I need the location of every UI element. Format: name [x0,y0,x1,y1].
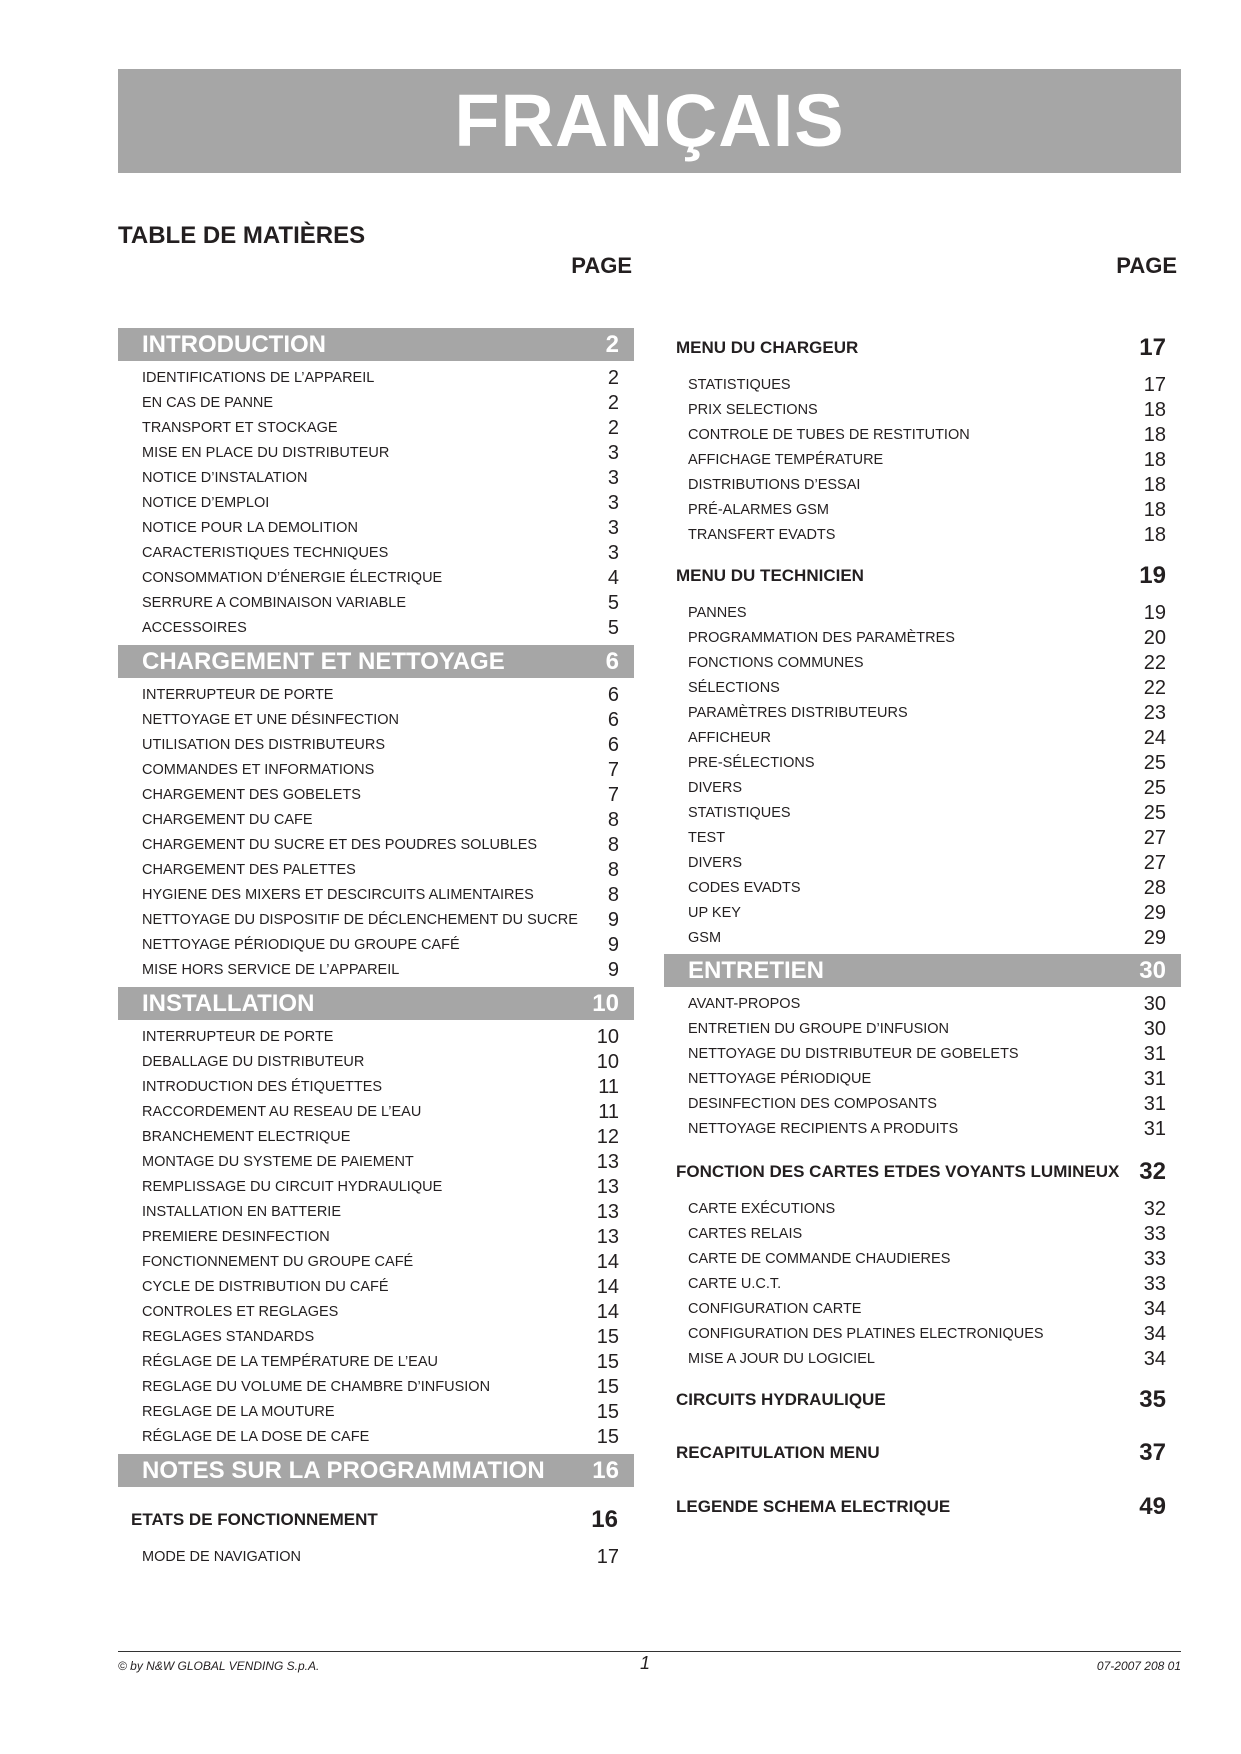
toc-subheading-title: MENU DU CHARGEUR [676,338,859,357]
toc-entry-page: 9 [607,909,619,931]
toc-entry [118,708,634,733]
group-recapitulation-menu [664,1438,1181,1468]
toc-entry-title: REGLAGES STANDARDS [142,1329,315,1345]
toc-subheading-title: FONCTION DES CARTES ETDES VOYANTS LUMINEUX [676,1162,1120,1181]
toc-entries [664,1197,1181,1372]
toc-entry-title: FONCTIONS COMMUNES [688,655,864,671]
section-bar [118,328,634,361]
toc-entry-title: PREMIERE DESINFECTION [142,1229,330,1245]
toc-entry [118,908,634,933]
toc-entry [118,566,634,591]
footer-page-number: 1 [640,1653,651,1673]
toc-entry-page: 15 [596,1326,619,1348]
toc-entry-title: CONFIGURATION CARTE [688,1301,862,1317]
toc-entry-title: REMPLISSAGE DU CIRCUIT HYDRAULIQUE [142,1179,443,1195]
toc-entry-page: 31 [1143,1118,1166,1140]
toc-entry-page: 34 [1143,1323,1166,1345]
toc-entry-page: 18 [1143,424,1166,446]
toc-entry-title: DIVERS [688,855,742,871]
toc-entry-page: 17 [596,1546,619,1568]
toc-entry [118,758,634,783]
toc-entry-page: 34 [1143,1348,1166,1370]
toc-entry [118,808,634,833]
toc-entry-page: 31 [1143,1068,1166,1090]
toc-entry-page: 7 [607,784,619,806]
toc-entry [664,851,1181,876]
toc-entry-title: CARTE DE COMMANDE CHAUDIERES [688,1251,951,1267]
toc-entry [118,1325,634,1350]
toc-entry-title: PRIX SELECTIONS [688,402,818,418]
section-bar [118,645,634,678]
toc-entry-title: MISE HORS SERVICE DE L’APPAREIL [142,962,400,978]
toc-entry [664,801,1181,826]
toc-entry [664,901,1181,926]
toc-entry [664,601,1181,626]
toc-entry-page: 11 [598,1076,619,1098]
toc-entry-page: 29 [1143,902,1166,924]
toc-entry [664,726,1181,751]
section-title: CHARGEMENT ET NETTOYAGE [142,648,505,675]
toc-entry [118,391,634,416]
toc-entry-title: CONFIGURATION DES PLATINES ELECTRONIQUES [688,1326,1044,1342]
toc-subheading-page: 35 [1139,1386,1166,1413]
footer-doc-code: 07-2007 208 01 [1096,1659,1181,1673]
toc-entry-page: 24 [1143,727,1166,749]
toc-entry-page: 18 [1143,474,1166,496]
toc-subheading-page: 37 [1139,1439,1166,1466]
toc-entry-title: TEST [688,830,726,846]
toc-entry-page: 8 [607,884,619,906]
toc-entry-page: 6 [607,684,619,706]
toc-entry-page: 3 [607,492,619,514]
toc-entry [664,992,1181,1017]
toc-entry-title: FONCTIONNEMENT DU GROUPE CAFÉ [142,1254,414,1270]
toc-entry-page: 15 [596,1426,619,1448]
toc-entry-title: HYGIENE DES MIXERS ET DESCIRCUITS ALIMENTAIRES [142,887,534,903]
toc-entry-page: 3 [607,467,619,489]
toc-entry [664,926,1181,951]
toc-entry [664,651,1181,676]
toc-subheading [664,1438,1181,1468]
toc-entry [118,958,634,983]
toc-subheading [664,1385,1181,1415]
toc-entry [664,676,1181,701]
toc-entry-page: 31 [1143,1093,1166,1115]
toc-entry [118,516,634,541]
toc-entry-page: 9 [607,959,619,981]
toc-entry-title: NETTOYAGE PÉRIODIQUE DU GROUPE CAFÉ [142,937,460,953]
toc-entry [664,448,1181,473]
toc-entry [118,1300,634,1325]
toc-entry-title: RÉGLAGE DE LA TEMPÉRATURE DE L’EAU [142,1354,438,1370]
group-menu-technicien [664,561,1181,951]
toc-entry [118,783,634,808]
toc-entry [118,491,634,516]
toc-entry-title: MODE DE NAVIGATION [142,1549,301,1565]
toc-entries [118,1025,634,1450]
group-fonction-cartes [664,1157,1181,1372]
toc-entry-title: INTERRUPTEUR DE PORTE [142,1029,334,1045]
section-entretien [664,954,1181,1142]
toc-entry-title: UTILISATION DES DISTRIBUTEURS [142,737,386,753]
toc-entry [118,1350,634,1375]
toc-entry-title: PARAMÈTRES DISTRIBUTEURS [688,705,908,721]
toc-entry [664,523,1181,548]
toc-entry [118,1425,634,1450]
toc-subheading-page: 32 [1139,1158,1166,1185]
toc-entry [664,1297,1181,1322]
toc-entry-title: STATISTIQUES [688,805,791,821]
toc-entry-page: 33 [1143,1248,1166,1270]
toc-entry-page: 14 [596,1301,619,1323]
toc-entry-page: 5 [607,592,619,614]
toc-entry-title: UP KEY [688,905,741,921]
toc-entry-title: NETTOYAGE PÉRIODIQUE [688,1071,872,1087]
toc-entry-page: 20 [1143,627,1166,649]
toc-entry-page: 3 [607,517,619,539]
toc-entry-title: SÉLECTIONS [688,680,780,696]
toc-entry-title: PRE-SÉLECTIONS [688,755,815,771]
toc-entry-title: PANNES [688,605,747,621]
toc-entry [118,883,634,908]
group-legende-schema [664,1492,1181,1522]
toc-entry [664,1067,1181,1092]
toc-entry [664,701,1181,726]
toc-entry-title: STATISTIQUES [688,377,791,393]
toc-entry [118,858,634,883]
toc-entry-title: CARTES RELAIS [688,1226,803,1242]
toc-entry-page: 17 [1143,374,1166,396]
toc-entry-title: DEBALLAGE DU DISTRIBUTEUR [142,1054,365,1070]
toc-entry-page: 15 [596,1351,619,1373]
toc-entry [664,1092,1181,1117]
toc-entry [118,416,634,441]
toc-entry-title: CODES EVADTS [688,880,801,896]
toc-subheading [664,333,1181,363]
toc-entry [664,1222,1181,1247]
toc-entry [118,1175,634,1200]
toc-entry [118,1100,634,1125]
toc-entry-page: 33 [1143,1223,1166,1245]
toc-entry [118,616,634,641]
section-title: INSTALLATION [142,990,315,1017]
section-title: NOTES SUR LA PROGRAMMATION [142,1457,545,1484]
section-introduction [118,328,634,641]
toc-entry-title: INTERRUPTEUR DE PORTE [142,687,334,703]
toc-subheading-page: 19 [1139,562,1166,589]
toc-subheading-page: 17 [1139,334,1166,361]
toc-entry [118,466,634,491]
section-chargement [118,645,634,983]
section-page: 30 [1139,957,1166,984]
toc-entry-title: INTRODUCTION DES ÉTIQUETTES [142,1079,383,1095]
toc-subheading [118,1505,634,1535]
toc-entry [118,833,634,858]
toc-entry-title: MISE EN PLACE DU DISTRIBUTEUR [142,445,390,461]
page-column-label-right: PAGE [1116,253,1177,278]
toc-entry [118,1125,634,1150]
toc-entry-title: COMMANDES ET INFORMATIONS [142,762,375,778]
toc-entry-title: INSTALLATION EN BATTERIE [142,1204,342,1220]
toc-entry [118,1400,634,1425]
toc-entry-title: RÉGLAGE DE LA DOSE DE CAFE [142,1429,370,1445]
toc-entry-page: 4 [607,567,619,589]
language-banner [118,69,1181,173]
toc-entry-title: REGLAGE DU VOLUME DE CHAMBRE D’INFUSION [142,1379,491,1395]
toc-subheading-title: RECAPITULATION MENU [676,1443,880,1462]
toc-entry [664,876,1181,901]
toc-entries [118,683,634,983]
toc-entry-page: 9 [607,934,619,956]
toc-entry-page: 13 [596,1176,619,1198]
toc-entry-title: PROGRAMMATION DES PARAMÈTRES [688,630,955,646]
toc-entry-title: CARTE U.C.T. [688,1276,782,1292]
section-bar [118,1454,634,1487]
toc-entry [664,498,1181,523]
toc-entry-title: CHARGEMENT DU CAFE [142,812,313,828]
toc-entry-title: CHARGEMENT DES PALETTES [142,862,356,878]
toc-entry [118,441,634,466]
section-title: INTRODUCTION [142,331,326,358]
toc-entry [118,1375,634,1400]
toc-entry-page: 15 [596,1376,619,1398]
toc-entry-page: 7 [607,759,619,781]
toc-entry-page: 10 [596,1051,619,1073]
toc-entry [664,1272,1181,1297]
toc-entry-page: 3 [607,542,619,564]
toc-entry-title: RACCORDEMENT AU RESEAU DE L’EAU [142,1104,422,1120]
toc-entry [664,423,1181,448]
toc-entry [118,1050,634,1075]
toc-entry-page: 28 [1143,877,1166,899]
toc-entry-page: 18 [1143,499,1166,521]
toc-entry-page: 6 [607,709,619,731]
toc-entry-title: GSM [688,930,722,946]
toc-entry-title: NETTOYAGE DU DISPOSITIF DE DÉCLENCHEMENT DU SUCRE [142,912,578,928]
section-notes [118,1454,634,1570]
toc-entry [664,626,1181,651]
toc-subheading-title: CIRCUITS HYDRAULIQUE [676,1390,886,1409]
toc-entry [118,1200,634,1225]
toc-entry [118,933,634,958]
toc-entry-title: CHARGEMENT DES GOBELETS [142,787,361,803]
toc-entries [664,373,1181,548]
toc-entry-page: 2 [607,367,619,389]
toc-subheading [664,1157,1181,1187]
toc-entry-page: 18 [1143,399,1166,421]
toc-entry-page: 27 [1143,852,1166,874]
toc-entry-page: 2 [607,392,619,414]
toc-entry-title: NETTOYAGE RECIPIENTS A PRODUITS [688,1121,959,1137]
toc-entry [118,1225,634,1250]
toc-entry [664,1322,1181,1347]
toc-entry-title: AVANT-PROPOS [688,996,801,1012]
toc-heading: TABLE DE MATIÈRES [118,222,366,249]
toc-entry-page: 10 [596,1026,619,1048]
toc-entry-page: 8 [607,834,619,856]
toc-entry [118,1275,634,1300]
toc-entry-page: 14 [596,1276,619,1298]
section-bar [664,954,1181,987]
toc-entries [664,601,1181,951]
toc-entry-page: 6 [607,734,619,756]
toc-entry-page: 18 [1143,449,1166,471]
toc-entry [118,733,634,758]
toc-entry [664,1017,1181,1042]
section-page: 2 [605,331,619,358]
toc-entry-page: 8 [607,859,619,881]
toc-entry [664,751,1181,776]
section-page: 16 [592,1457,619,1484]
toc-entry [664,473,1181,498]
toc-entry-page: 3 [607,442,619,464]
toc-subheading-title: ETATS DE FONCTIONNEMENT [131,1510,378,1529]
toc-entry-page: 25 [1143,802,1166,824]
toc-entry [118,1150,634,1175]
toc-entry-title: NOTICE D’INSTALATION [142,470,308,486]
toc-entry [118,366,634,391]
section-title: ENTRETIEN [688,957,825,984]
toc-subheading [664,561,1181,591]
toc-entry-page: 27 [1143,827,1166,849]
toc-entry-page: 11 [598,1101,619,1123]
page-column-label-left: PAGE [571,253,632,278]
toc-entry-title: ENTRETIEN DU GROUPE D’INFUSION [688,1021,950,1037]
toc-entry-page: 13 [596,1226,619,1248]
toc-subheading-page: 49 [1139,1493,1166,1520]
toc-entry [118,1545,634,1570]
banner-title: FRANÇAIS [454,79,845,162]
toc-entry-page: 12 [596,1126,619,1148]
section-page: 10 [592,990,619,1017]
toc-entry-title: NOTICE D’EMPLOI [142,495,270,511]
toc-entry-title: EN CAS DE PANNE [142,395,274,411]
toc-entry-title: MONTAGE DU SYSTEME DE PAIEMENT [142,1154,414,1170]
toc-entry-page: 22 [1143,677,1166,699]
group-menu-chargeur [664,333,1181,548]
toc-entry-page: 25 [1143,777,1166,799]
toc-entries [118,1545,634,1570]
toc-entry [118,591,634,616]
toc-entry-page: 25 [1143,752,1166,774]
toc-entry-page: 33 [1143,1273,1166,1295]
toc-entry-page: 13 [596,1201,619,1223]
toc-entry-title: AFFICHAGE TEMPÉRATURE [688,452,884,468]
toc-entry [664,1347,1181,1372]
toc-subheading [664,1492,1181,1522]
toc-entry [664,1042,1181,1067]
footer-copyright: © by N&W GLOBAL VENDING S.p.A. [118,1659,320,1673]
toc-entry-page: 19 [1143,602,1166,624]
group-circuits-hydraulique [664,1385,1181,1415]
toc-entry-page: 30 [1143,993,1166,1015]
toc-entry-title: BRANCHEMENT ELECTRIQUE [142,1129,351,1145]
toc-entry [664,776,1181,801]
toc-entry-title: CHARGEMENT DU SUCRE ET DES POUDRES SOLUBLES [142,837,538,853]
toc-entry-page: 32 [1143,1198,1166,1220]
toc-entry-title: CYCLE DE DISTRIBUTION DU CAFÉ [142,1279,389,1295]
toc-entry-page: 13 [596,1151,619,1173]
toc-entry-page: 5 [607,617,619,639]
toc-entry [664,1247,1181,1272]
toc-entry-title: TRANSFERT EVADTS [688,527,836,543]
toc-entry [118,541,634,566]
toc-entries [118,366,634,641]
toc-entry-title: CARACTERISTIQUES TECHNIQUES [142,545,389,561]
toc-entry-title: PRÉ-ALARMES GSM [688,502,829,518]
toc-subheading-title: MENU DU TECHNICIEN [676,566,864,585]
toc-entry [664,373,1181,398]
toc-entry-title: NOTICE POUR LA DEMOLITION [142,520,358,536]
toc-entry-title: CONTROLE DE TUBES DE RESTITUTION [688,427,970,443]
toc-entry-title: MISE A JOUR DU LOGICIEL [688,1351,875,1367]
toc-entry-page: 22 [1143,652,1166,674]
toc-entry-title: DISTRIBUTIONS D’ESSAI [688,477,861,493]
toc-entry-title: NETTOYAGE DU DISTRIBUTEUR DE GOBELETS [688,1046,1019,1062]
toc-entry-title: TRANSPORT ET STOCKAGE [142,420,338,436]
section-installation [118,987,634,1450]
toc-entry [664,1117,1181,1142]
toc-entry [664,1197,1181,1222]
toc-entry-title: CONSOMMATION D’ÉNERGIE ÉLECTRIQUE [142,570,443,586]
toc-entry-title: CARTE EXÉCUTIONS [688,1201,836,1217]
toc-entry [664,826,1181,851]
toc-subheading-title: LEGENDE SCHEMA ELECTRIQUE [676,1497,951,1516]
toc-entry-title: NETTOYAGE ET UNE DÉSINFECTION [142,712,400,728]
toc-entry-title: CONTROLES ET REGLAGES [142,1304,339,1320]
toc-entry-title: AFFICHEUR [688,730,771,746]
toc-entry [664,398,1181,423]
footer-divider [118,1651,1181,1652]
section-bar [118,987,634,1020]
toc-entry [118,1075,634,1100]
toc-entry-page: 29 [1143,927,1166,949]
toc-entry-page: 34 [1143,1298,1166,1320]
toc-entry-title: REGLAGE DE LA MOUTURE [142,1404,335,1420]
toc-entry-title: DESINFECTION DES COMPOSANTS [688,1096,937,1112]
toc-entry-page: 15 [596,1401,619,1423]
toc-entry-page: 30 [1143,1018,1166,1040]
toc-entry [118,683,634,708]
toc-entry-title: IDENTIFICATIONS DE L’APPAREIL [142,370,375,386]
toc-entry [118,1025,634,1050]
toc-entry-page: 14 [596,1251,619,1273]
section-page: 6 [605,648,619,675]
toc-entry [118,1250,634,1275]
toc-entry-page: 31 [1143,1043,1166,1065]
toc-entries [664,992,1181,1142]
toc-entry-page: 8 [607,809,619,831]
toc-entry-page: 2 [607,417,619,439]
toc-entry-page: 23 [1143,702,1166,724]
toc-entry-title: DIVERS [688,780,742,796]
toc-subheading-page: 16 [591,1506,618,1533]
toc-entry-title: SERRURE A COMBINAISON VARIABLE [142,595,407,611]
toc-entry-title: ACCESSOIRES [142,620,247,636]
toc-entry-page: 18 [1143,524,1166,546]
